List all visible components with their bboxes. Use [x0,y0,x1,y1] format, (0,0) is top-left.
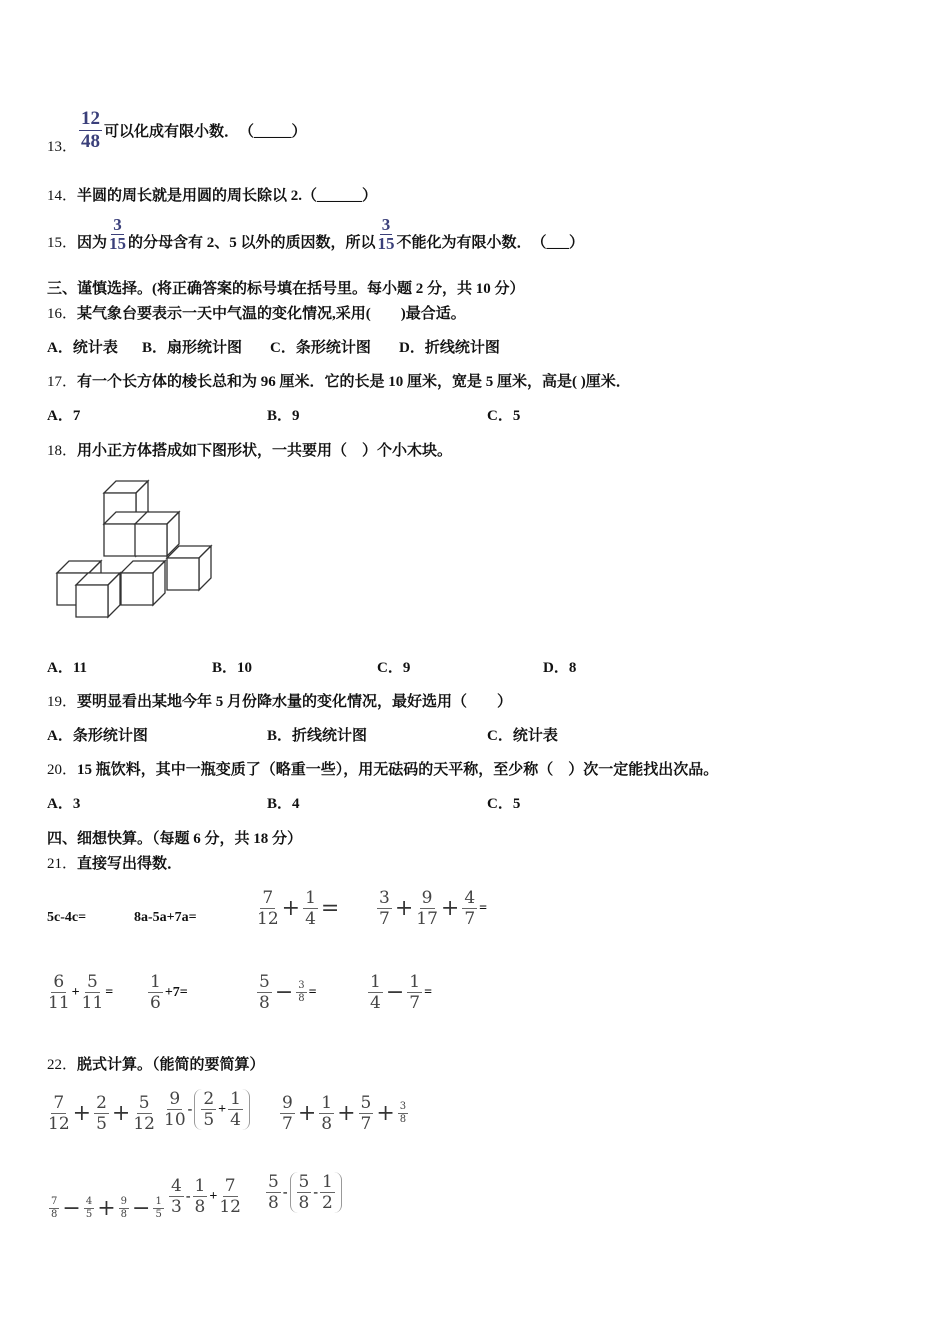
fraction [359,1093,374,1134]
question-text: 15 瓶饮料，其中一瓶变质了（略重一些），用无砝码的天平称，至少称（ ）次一定能找出次品。 [77,762,719,778]
expression [162,1089,252,1130]
option-c: C．统计表 [487,728,558,744]
fraction [169,1176,184,1217]
question-text: 不能化为有限小数． （___） [396,235,585,251]
denominator: 8 [259,993,270,1013]
option-a: A．统计表 [47,340,118,356]
numerator: 1 [155,1196,162,1207]
question-text: 有一个长方体的棱长总和为 96 厘米．它的长是 10 厘米，宽是 5 厘米，高是( )厘米． [77,374,631,390]
question-20 [47,760,718,780]
numerator: 3 [298,980,305,991]
denominator: 7 [282,1114,293,1134]
expression [46,972,113,1013]
fraction [133,1093,155,1134]
numerator: 4 [171,1176,182,1196]
question-number: 19． [47,694,78,710]
numerator: 7 [51,1196,58,1207]
cube [121,561,165,605]
expression-text: = [424,984,433,1000]
fraction [49,1196,59,1221]
question-number: 18． [47,443,78,459]
operator: − [274,980,294,1005]
fraction [164,1089,186,1130]
expression-text: - [282,1184,288,1200]
numerator: 3 [113,215,122,234]
denominator: 4 [370,993,381,1013]
option-b: B．扇形统计图 [142,340,243,356]
denominator: 8 [321,1114,333,1134]
option-a: A．7 [47,408,81,424]
numerator: 3 [399,1101,407,1112]
fraction [119,1196,129,1221]
question-19 [47,692,512,712]
denominator: 7 [379,909,390,929]
denominator: 8 [399,1114,407,1125]
denominator: 8 [120,1209,127,1220]
expression [46,1093,157,1134]
denominator: 12 [257,909,279,929]
option-d: D．8 [543,660,577,676]
denominator: 10 [164,1110,186,1130]
option-a: A．3 [47,796,81,812]
numerator: 5 [360,1093,372,1113]
numerator: 12 [81,107,101,129]
fraction [48,972,70,1013]
numerator: 2 [96,1093,107,1113]
operator: − [132,1196,151,1221]
option-b: B．4 [267,796,300,812]
denominator: 8 [268,1193,279,1213]
fraction [94,1093,109,1134]
fraction [280,1093,295,1134]
expression-text: + [218,1101,227,1117]
operator: + [440,896,460,921]
operator: = [320,896,340,921]
denominator: 48 [81,130,101,152]
numerator: 4 [464,888,476,908]
numerator: 1 [305,888,316,908]
denominator: 12 [133,1114,155,1134]
fraction [407,972,422,1013]
operator: + [394,896,414,921]
denominator: 8 [51,1209,58,1220]
question-number: 20． [47,762,78,778]
option-c: C．9 [377,660,411,676]
question-number: 22． [47,1057,78,1073]
cube [76,573,120,617]
expression-text: = [479,900,488,916]
section-4-heading: 四、细想快算。（每题 6 分，共 18 分） [47,831,303,847]
fraction [377,888,392,929]
numerator: 1 [370,972,381,992]
question-number: 13． [47,139,78,155]
fraction [148,972,163,1013]
operator: + [111,1101,131,1126]
question-21 [47,854,182,874]
numerator: 6 [53,972,65,992]
numerator: 7 [53,1093,65,1113]
denominator: 12 [48,1114,70,1134]
expression-text: + [71,984,80,1000]
denominator: 7 [464,909,476,929]
option-c: C．5 [487,796,521,812]
denominator: 3 [171,1197,182,1217]
cube-stack-figure [0,0,260,640]
option-c: C．条形统计图 [270,340,371,356]
numerator: 5 [268,1172,279,1192]
expression-text: + [209,1188,218,1204]
fraction [48,1093,70,1134]
fraction [84,1196,94,1221]
option-d: D．折线统计图 [399,340,500,356]
denominator: 8 [298,993,305,1004]
numerator: 5 [87,972,98,992]
denominator: 5 [96,1114,107,1134]
expression [278,1093,410,1134]
denominator: 17 [416,909,438,929]
numerator: 4 [85,1196,93,1207]
option-a: A．条形统计图 [47,728,148,744]
fraction [303,888,318,929]
expression [366,972,432,1013]
denominator: 5 [203,1110,215,1130]
fraction [416,888,438,929]
fraction [378,216,395,253]
question-22 [47,1055,265,1075]
option-b: B．9 [267,408,300,424]
question-number: 17． [47,374,78,390]
fraction [201,1089,216,1130]
fraction [193,1176,208,1217]
numerator: 9 [421,888,433,908]
expression-text: 8a-5a+7a= [134,910,197,925]
expression [255,888,340,929]
denominator: 11 [48,993,70,1013]
operator: + [97,1196,116,1221]
expression [134,910,197,926]
fraction [153,1196,163,1221]
fraction [297,1172,312,1213]
question-text: 直接写出得数． [77,856,183,872]
expression-text: = [105,984,114,1000]
question-text: 的分母含有 2、5 以外的质因数，所以 [128,235,376,251]
fraction [266,1172,281,1213]
cube [135,512,179,556]
expression-text: 5c-4c= [47,910,87,925]
denominator: 7 [409,993,421,1013]
expression-text: - [185,1188,191,1204]
numerator: 9 [282,1093,293,1113]
question-text: 可以化成有限小数． （_____） [104,124,307,140]
fraction [257,972,272,1013]
numerator: 1 [321,1093,333,1113]
parenthesized-group [290,1172,342,1213]
numerator: 2 [203,1089,215,1109]
numerator: 5 [298,1172,310,1192]
numerator: 7 [224,1176,236,1196]
denominator: 2 [322,1193,333,1213]
fraction [319,1093,334,1134]
operator: + [72,1101,92,1126]
expression [375,888,487,929]
fraction [228,1089,243,1130]
operator: + [281,896,301,921]
numerator: 1 [230,1089,241,1109]
expression-text: - [187,1101,193,1117]
parenthesized-group [194,1089,250,1130]
question-text: 半圆的周长就是用圆的周长除以 2.（______） [77,188,378,204]
question-number: 16． [47,306,78,322]
question-number: 15． [47,235,78,251]
cube [167,546,211,590]
expression [47,1196,166,1221]
question-number: 14． [47,188,78,204]
denominator: 15 [109,234,127,253]
denominator: 5 [85,1209,93,1220]
expression [146,972,188,1013]
fraction [462,888,477,929]
numerator: 7 [262,888,274,908]
denominator: 4 [305,909,316,929]
operator: − [62,1196,81,1221]
question-text: 某气象台要表示一天中气温的变化情况,采用( )最合适。 [77,306,466,322]
denominator: 8 [194,1197,206,1217]
denominator: 4 [230,1110,241,1130]
expression-text: - [313,1184,318,1200]
fraction [368,972,383,1013]
numerator: 3 [379,888,390,908]
option-b: B．折线统计图 [267,728,368,744]
numerator: 5 [138,1093,150,1113]
fraction [398,1101,408,1126]
operator: + [337,1101,356,1126]
numerator: 1 [150,972,161,992]
operator: − [385,980,405,1005]
numerator: 1 [409,972,421,992]
denominator: 5 [155,1209,162,1220]
fraction [296,980,306,1005]
numerator: 9 [169,1089,181,1109]
section-3-heading: 三、谨慎选择。(将正确答案的标号填在括号里。每小题 2 分，共 10 分） [47,281,525,297]
fraction [320,1172,335,1213]
denominator: 8 [298,1193,310,1213]
denominator: 6 [150,993,161,1013]
numerator: 3 [381,215,391,234]
operator: + [376,1101,395,1126]
numerator: 5 [259,972,270,992]
denominator: 7 [360,1114,372,1134]
fraction [82,972,104,1013]
expression-text: +7= [164,984,188,1000]
denominator: 12 [219,1197,241,1217]
denominator: 15 [377,234,395,253]
fraction [257,888,279,929]
question-text: 脱式计算。（能简的要简算） [77,1057,265,1073]
option-b: B．10 [212,660,253,676]
operator: + [297,1101,317,1126]
numerator: 9 [120,1196,127,1207]
expression [47,910,86,926]
expression [255,972,317,1013]
numerator: 1 [194,1176,206,1196]
expression [264,1172,344,1213]
numerator: 1 [322,1172,333,1192]
option-a: A．11 [47,660,88,676]
question-number: 21． [47,856,78,872]
denominator: 11 [81,993,104,1013]
question-text: 用小正方体搭成如下图形状，一共要用（ ）个小木块。 [77,443,453,459]
expression-text: = [308,984,317,1000]
question-text: 要明显看出某地今年 5 月份降水量的变化情况，最好选用（ ） [77,694,513,710]
option-c: C．5 [487,408,521,424]
expression [167,1176,243,1217]
question-text: 因为 [77,235,108,251]
fraction [219,1176,241,1217]
